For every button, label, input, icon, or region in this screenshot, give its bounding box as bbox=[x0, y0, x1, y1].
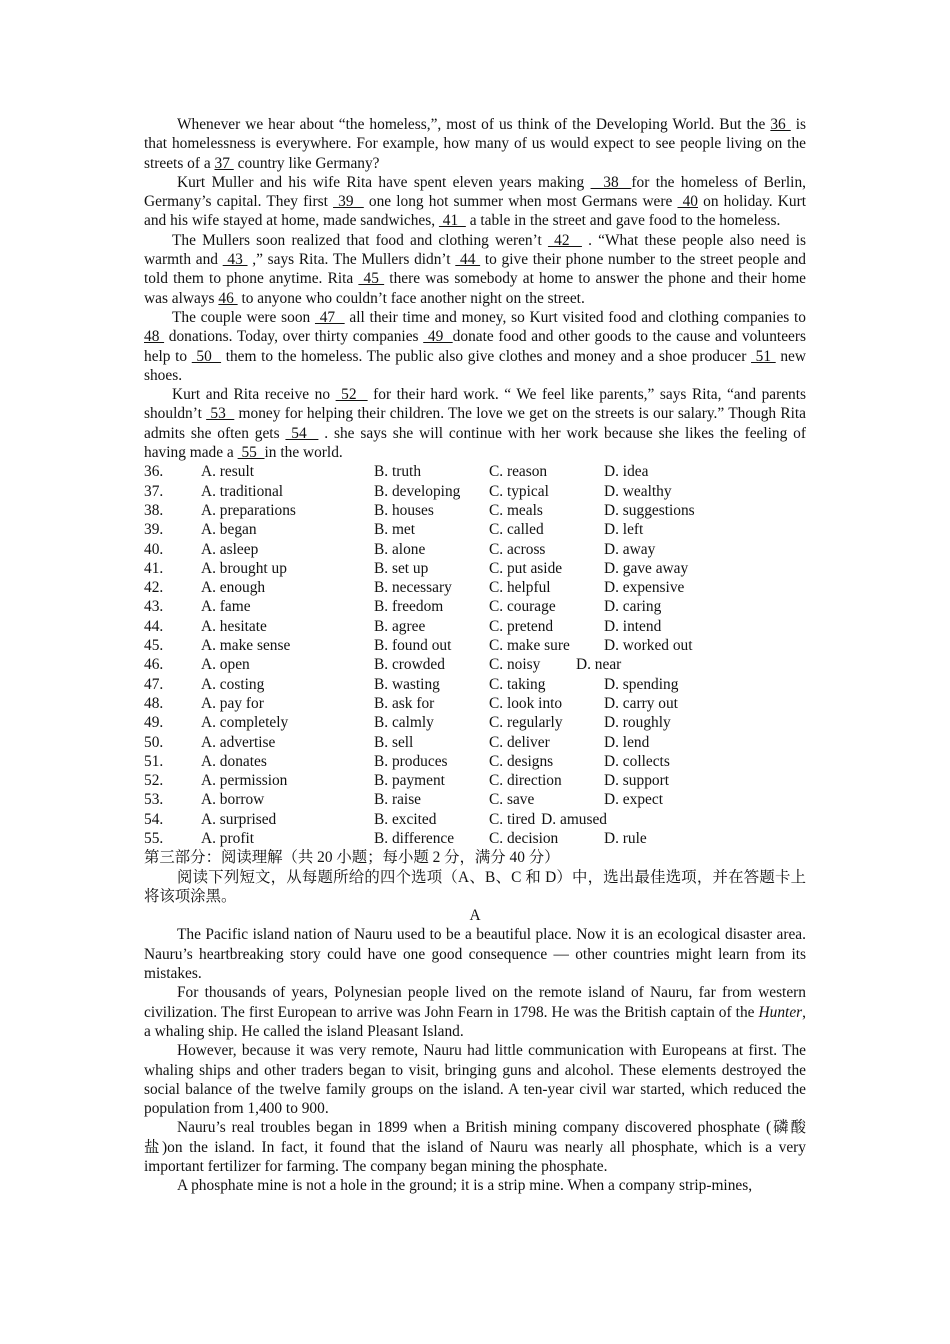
option-c: C. reason bbox=[489, 463, 548, 481]
question-number: 40. bbox=[144, 540, 164, 558]
blank-number: 40 bbox=[677, 193, 698, 211]
option-c: C. make sure bbox=[489, 637, 570, 655]
blank-number: 42 bbox=[547, 231, 582, 249]
text-run: For thousands of years, Polynesian people lived on the remote island of Nauru, far from western civilization. The first European to arrive was John Fearn in 1798. He was the British captain of the bbox=[144, 984, 806, 1021]
option-c: C. taking bbox=[489, 675, 546, 693]
text-run: to anyone who couldn’t face another night on the street. bbox=[237, 289, 585, 307]
question-number: 51. bbox=[144, 752, 164, 770]
blank-number: 49 bbox=[423, 328, 453, 346]
option-a: A. donates bbox=[201, 752, 267, 770]
option-c: C. meals bbox=[489, 501, 543, 519]
blank-number: 51 bbox=[751, 347, 776, 365]
question-options-row bbox=[144, 655, 806, 674]
question-options-row bbox=[144, 694, 806, 713]
text-run: Nauru’s real troubles began in 1899 when a British mining company discovered phosphate (磷酸盐)on the island. In fact, it found that the island of Nauru was nearly all phosphate, which is a very important fertilizer for farming. The company began mining the phosphate. bbox=[144, 1119, 806, 1176]
text-run: one long hot summer when most Germans were bbox=[363, 193, 678, 211]
option-d: D. caring bbox=[604, 598, 662, 616]
blank-number: 38 bbox=[590, 173, 632, 191]
text-run: Kurt and Rita receive no bbox=[172, 386, 336, 404]
text-run: A phosphate mine is not a hole in the ground; it is a strip mine. When a company strip-mines, bbox=[177, 1177, 753, 1195]
option-b: B. difference bbox=[374, 829, 455, 847]
option-a: A. advertise bbox=[201, 733, 276, 751]
question-number: 48. bbox=[144, 694, 164, 712]
question-number: 54. bbox=[144, 810, 164, 828]
ship-name: Hunter bbox=[758, 1003, 803, 1021]
blank-number: 55 bbox=[237, 444, 265, 462]
option-c: C. put aside bbox=[489, 559, 563, 577]
text-run: , a whaling ship. He called the island Pleasant Island. bbox=[144, 1003, 806, 1040]
option-c: C. designs bbox=[489, 752, 554, 770]
option-d: D. support bbox=[604, 772, 669, 790]
option-c: C. typical bbox=[489, 482, 549, 500]
option-b: B. freedom bbox=[374, 598, 444, 616]
text-run: The couple were soon bbox=[172, 308, 315, 326]
option-a: A. preparations bbox=[201, 501, 296, 519]
text-run: Kurt Muller and his wife Rita have spent eleven years making bbox=[177, 173, 591, 191]
question-options-row bbox=[144, 713, 806, 732]
question-options-row bbox=[144, 597, 806, 616]
paragraph bbox=[144, 1118, 806, 1176]
section-heading: 第三部分：阅读理解（共 20 小题；每小题 2 分，满分 40 分） bbox=[144, 849, 560, 867]
option-a: A. traditional bbox=[201, 482, 284, 500]
question-options-row bbox=[144, 501, 806, 520]
question-number: 41. bbox=[144, 559, 164, 577]
question-number: 50. bbox=[144, 733, 164, 751]
option-d: D. carry out bbox=[604, 694, 678, 712]
paragraph bbox=[144, 115, 806, 173]
option-d: D. suggestions bbox=[604, 501, 695, 519]
option-a: A. profit bbox=[201, 829, 255, 847]
option-b: B. calmly bbox=[374, 714, 434, 732]
question-number: 46. bbox=[144, 656, 164, 674]
text-run: Whenever we hear about “the homeless,”, most of us think of the Developing World. But the bbox=[177, 116, 771, 133]
paragraph bbox=[144, 1041, 806, 1118]
text-run: new shoes. bbox=[144, 347, 806, 384]
text-run: for the homeless of Berlin, Germany’s capital. They first bbox=[144, 173, 806, 211]
blank-number: 43 bbox=[222, 251, 248, 269]
blank-number: 47 bbox=[314, 308, 345, 326]
question-options-row bbox=[144, 752, 806, 771]
blank-number: 44 bbox=[455, 251, 481, 269]
option-c: C. pretend bbox=[489, 617, 554, 635]
option-d: D. wealthy bbox=[604, 482, 672, 500]
option-d: D. worked out bbox=[604, 637, 693, 655]
question-number: 55. bbox=[144, 829, 164, 847]
exam-page bbox=[144, 115, 806, 1196]
option-d: D. roughly bbox=[604, 714, 671, 732]
blank-number: 54 bbox=[285, 424, 319, 442]
option-c: C. tired bbox=[489, 810, 536, 828]
text-run: all their time and money, so Kurt visited food and clothing companies to bbox=[344, 308, 806, 326]
option-a: A. costing bbox=[201, 675, 265, 693]
option-a: A. brought up bbox=[201, 559, 287, 577]
question-options-row bbox=[144, 540, 806, 559]
option-d: D. near bbox=[576, 656, 622, 674]
question-number: 37. bbox=[144, 482, 164, 500]
question-number: 49. bbox=[144, 714, 164, 732]
option-b: B. ask for bbox=[374, 694, 435, 712]
option-c: C. deliver bbox=[489, 733, 550, 751]
option-c: C. noisy bbox=[489, 656, 541, 674]
option-d: D. idea bbox=[604, 463, 649, 481]
text-run: . “What these people also need is warmth and bbox=[144, 231, 807, 269]
blank-number: 45 bbox=[358, 270, 385, 288]
question-number: 47. bbox=[144, 675, 164, 693]
paragraph bbox=[144, 925, 806, 983]
question-options-row bbox=[144, 578, 806, 597]
option-b: B. houses bbox=[374, 501, 434, 519]
question-options-row bbox=[144, 617, 806, 636]
blank-number: 46 bbox=[218, 289, 238, 307]
question-number: 53. bbox=[144, 791, 164, 809]
option-a: A. began bbox=[201, 521, 257, 539]
text-run: for their hard work. “ We feel like parents,” says Rita, “and parents shouldn’t bbox=[144, 386, 807, 423]
text-run: However, because it was very remote, Nauru had little communication with Europeans at first. The whaling ships and other traders began to visit, bringing guns and alcohol. These elements destroyed the social balance of the twelve family groups on the island. A ten-year civil war started, which reduced the population from 1,400 to 900. bbox=[144, 1042, 806, 1118]
text-run: is that homelessness is everywhere. For example, how many of us would expect to see people living on the streets of a bbox=[144, 116, 806, 172]
text-run: money for helping their children. The love we get on the streets is our salary.” Though Rita admits she often gets bbox=[144, 405, 807, 442]
option-c: C. direction bbox=[489, 772, 562, 790]
option-a: A. enough bbox=[201, 579, 266, 597]
option-c: C. look into bbox=[489, 694, 563, 712]
text-run: donations. Today, over thirty companies bbox=[164, 328, 424, 346]
text-run: them to the homeless. The public also give clothes and money and a shoe producer bbox=[221, 347, 752, 365]
reading-instructions: 阅读下列短文，从每题所给的四个选项（A、B、C 和 D）中，选出最佳选项，并在答题卡上将该项涂黑。 bbox=[144, 868, 806, 905]
text-run: a table in the street and gave food to the homeless. bbox=[465, 212, 781, 230]
text-run: country like Germany? bbox=[233, 154, 380, 172]
text-run: in the world. bbox=[264, 444, 343, 462]
blank-number: 50 bbox=[191, 347, 222, 365]
question-options-row bbox=[144, 829, 806, 848]
option-b: B. set up bbox=[374, 559, 429, 577]
paragraph bbox=[144, 983, 806, 1041]
question-number: 39. bbox=[144, 521, 164, 539]
option-d: D. rule bbox=[604, 829, 647, 847]
option-c: C. called bbox=[489, 521, 544, 539]
question-options-row bbox=[144, 462, 806, 481]
blank-number: 48 bbox=[144, 328, 165, 346]
paragraph bbox=[144, 1176, 806, 1195]
question-options-row bbox=[144, 790, 806, 809]
question-number: 52. bbox=[144, 772, 164, 790]
option-a: A. permission bbox=[201, 772, 288, 790]
question-number: 43. bbox=[144, 598, 164, 616]
option-c: C. courage bbox=[489, 598, 556, 616]
option-d: D. lend bbox=[604, 733, 650, 751]
text-run: to give their phone number to the street people and told them to phone anytime. Rita bbox=[144, 251, 806, 288]
option-d: D. away bbox=[604, 540, 656, 558]
question-number: 42. bbox=[144, 579, 164, 597]
option-b: B. sell bbox=[374, 733, 414, 751]
blank-number: 52 bbox=[335, 386, 368, 404]
question-options-row bbox=[144, 520, 806, 539]
option-d: D. gave away bbox=[604, 559, 689, 577]
option-d: D. collects bbox=[604, 752, 670, 770]
option-d: D. intend bbox=[604, 617, 662, 635]
option-d: D. expect bbox=[604, 791, 663, 809]
question-options-row bbox=[144, 559, 806, 578]
question-number: 36. bbox=[144, 463, 164, 481]
option-a: A. hesitate bbox=[201, 617, 267, 635]
question-options-row bbox=[144, 482, 806, 501]
blank-number: 37 bbox=[214, 154, 234, 172]
option-b: B. payment bbox=[374, 772, 445, 790]
reading-passage bbox=[144, 925, 806, 1195]
option-b: B. wasting bbox=[374, 675, 440, 693]
option-b: B. crowded bbox=[374, 656, 445, 674]
option-b: B. necessary bbox=[374, 579, 452, 597]
blank-number: 36 bbox=[770, 116, 791, 133]
question-options-row bbox=[144, 636, 806, 655]
option-b: B. produces bbox=[374, 752, 448, 770]
option-d: D. amused bbox=[541, 810, 607, 828]
question-options-row bbox=[144, 810, 806, 829]
option-b: B. met bbox=[374, 521, 416, 539]
text-run: The Pacific island nation of Nauru used to be a beautiful place. Now it is an ecological disaster area. Nauru’s heartbreaking story could have one good consequence — other countries might learn from its mistakes. bbox=[144, 926, 806, 983]
option-a: A. result bbox=[201, 463, 255, 481]
option-a: A. completely bbox=[201, 714, 289, 732]
text-run: there was somebody at home to answer the phone and their home was always bbox=[144, 270, 806, 307]
text-run: ,” says Rita. The Mullers didn’t bbox=[247, 251, 456, 269]
option-d: D. expensive bbox=[604, 579, 685, 597]
option-a: A. asleep bbox=[201, 540, 259, 558]
option-a: A. make sense bbox=[201, 637, 291, 655]
question-options-row bbox=[144, 733, 806, 752]
option-a: A. surprised bbox=[201, 810, 277, 828]
cloze-passage bbox=[144, 115, 806, 462]
option-b: B. developing bbox=[374, 482, 461, 500]
question-number: 45. bbox=[144, 637, 164, 655]
paragraph bbox=[144, 173, 806, 231]
option-a: A. pay for bbox=[201, 694, 264, 712]
option-c: C. regularly bbox=[489, 714, 563, 732]
text-run: . she says she will continue with her work because she likes the feeling of having made a bbox=[144, 424, 806, 462]
option-c: C. decision bbox=[489, 829, 559, 847]
question-number: 38. bbox=[144, 501, 164, 519]
option-b: B. alone bbox=[374, 540, 426, 558]
paragraph bbox=[144, 231, 806, 308]
option-d: D. spending bbox=[604, 675, 679, 693]
text-run: on holiday. Kurt and his wife stayed at home, made sandwiches, bbox=[144, 193, 806, 230]
blank-number: 53 bbox=[206, 405, 235, 423]
option-c: C. across bbox=[489, 540, 546, 558]
paragraph bbox=[144, 385, 806, 462]
option-b: B. excited bbox=[374, 810, 437, 828]
question-options-row bbox=[144, 675, 806, 694]
option-a: A. open bbox=[201, 656, 250, 674]
option-c: C. helpful bbox=[489, 579, 551, 597]
option-b: B. truth bbox=[374, 463, 422, 481]
option-c: C. save bbox=[489, 791, 535, 809]
blank-number: 41 bbox=[438, 212, 466, 230]
option-b: B. agree bbox=[374, 617, 426, 635]
question-options-row bbox=[144, 771, 806, 790]
text-run: donate food and other goods to the cause and volunteers help to bbox=[144, 328, 806, 365]
option-b: B. found out bbox=[374, 637, 452, 655]
text-run: The Mullers soon realized that food and clothing weren’t bbox=[172, 231, 548, 249]
option-d: D. left bbox=[604, 521, 644, 539]
question-number: 44. bbox=[144, 617, 164, 635]
passage-label: A bbox=[469, 907, 481, 925]
cloze-options-list bbox=[144, 462, 806, 848]
paragraph bbox=[144, 308, 806, 385]
option-b: B. raise bbox=[374, 791, 422, 809]
option-a: A. fame bbox=[201, 598, 251, 616]
blank-number: 39 bbox=[333, 193, 364, 211]
option-a: A. borrow bbox=[201, 791, 265, 809]
